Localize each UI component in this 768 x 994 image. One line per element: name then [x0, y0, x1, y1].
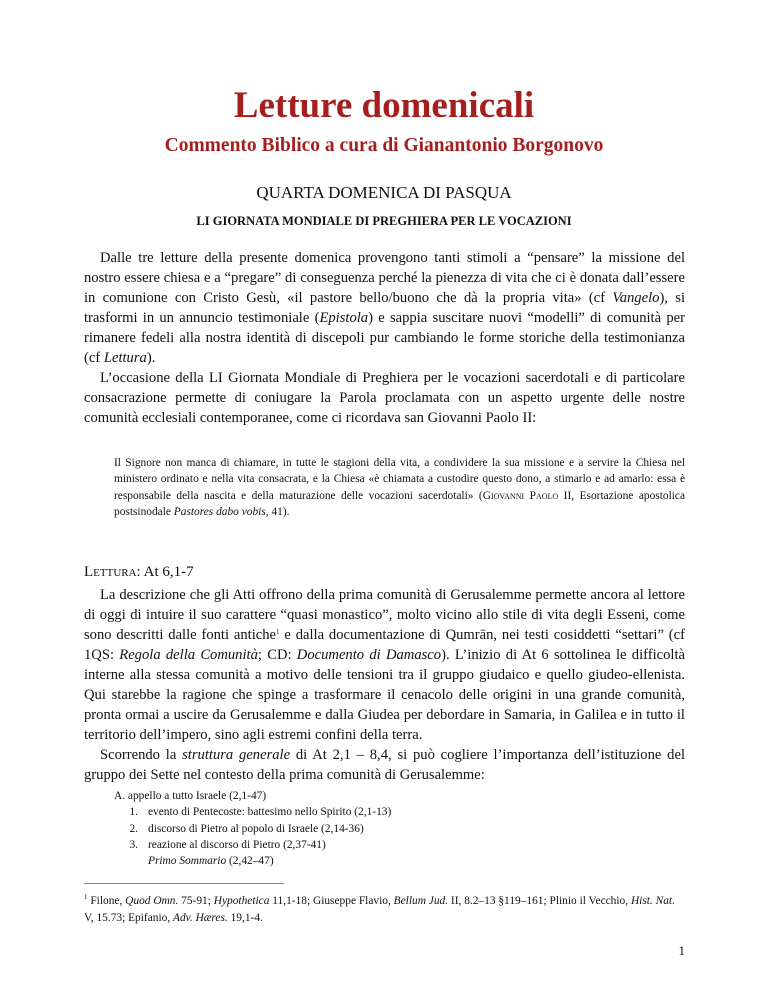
footnote-marker[interactable]: 1 [276, 628, 280, 636]
subsection-heading: LI GIORNATA MONDIALE DI PREGHIERA PER LE VOCAZIONI [196, 214, 572, 228]
outline-summary: Primo Sommario (2,42–47) [148, 855, 274, 868]
document-title: Letture domenicali [233, 85, 535, 126]
footnote: $^1$ Filone, Quod Omn. 75-91; Hypothetica 11,1-18; Giuseppe Flavio, Bellum Jud. II, 8.2–13 §119–161; Plinio il Vecchio, Hist. Nat. V, 15.73; Epifanio, Adv. Hæres. 19,1-4. [84, 893, 675, 924]
lettura-text [84, 585, 685, 785]
intro-paragraph-1: Dalle tre letture della presente domenica provengono tanti stimoli a “pensare” la missione del nostro essere chiesa e a “pregare” di conseguenza perché la pienezza di vita che ci è donata dall’essere in comunione con Cristo Gesù, «il pastore bello/buono che dà la propria vita» (cf Vangelo), si trasformi in un annuncio testimoniale (Epistola) e sappia suscitare nuovi “modelli” di comunità per rimanere fedeli alla nostra identità di discepoli pur cambiando le forme storiche della testimonianza (cf Lettura). [84, 250, 685, 366]
document-subtitle: Commento Biblico a cura di Gianantonio Borgonovo [164, 135, 604, 156]
intro-text [84, 248, 685, 428]
lettura-heading: Lettura: At 6,1-7 [84, 564, 194, 580]
outline-heading: A. appello a tutto Israele (2,1-47) [114, 790, 267, 802]
lettura-paragraph-2: Scorrendo la struttura generale di At 2,1 – 8,4, si può cogliere l’importanza dell’istituzione del gruppo dei Sette nel contesto della prima comunità di Gerusalemme: [84, 747, 685, 783]
structure-outline [114, 788, 634, 869]
outline-item: 2. discorso di Pietro al popolo di Israele (2,14-36) [129, 822, 364, 835]
footnote-separator [84, 883, 284, 884]
page-number: 1 [678, 943, 685, 958]
block-quote: Il Signore non manca di chiamare, in tutte le stagioni della vita, a condividere la sua missione e a servire la Chiesa nel ministero ordinato e nella vita consacrata, e la Chiesa «è chiamata a custodire questo dono, a stimarlo e ad amarlo: essa è responsabile della nascita e della maturazione delle vocazioni sacerdotali» (Giovanni Paolo II, Esortazione apostolica postsinodale Pastores dabo vobis, 41). [114, 457, 686, 518]
outline-item: 1. evento di Pentecoste: battesimo nello Spirito (2,1-13) [129, 806, 392, 819]
lettura-paragraph-1: La descrizione che gli Atti offrono della prima comunità di Gerusalemme permette ancora al lettore di oggi di intuire il suo carattere “quasi monastico”, molto vicino allo stile di vita degli Esseni, come sono descritti dalle fonti antiche$^1$ e dalla documentazione di Qumrān, nei testi cosiddetti “settari” (cf 1QS: Regola della Comunità; CD: Documento di Damasco). L’inizio di At 6 sottolinea le difficoltà interne alla stessa comunità a motivo delle tensioni tra il gruppo giudaico e quello giudeo-ellenista. Qui starebbe la ragione che spinge a trasformare il cenacolo delle origini in una grande comunità, pronta ormai a uscire da Gerusalemme e dalla Giudea per debordare in Samaria, in Galilea e in tutto il territorio dell’impero, sino agli estremi confini della terra. [84, 587, 686, 743]
outline-item: 3. reazione al discorso di Pietro (2,37-41) [129, 838, 326, 851]
section-heading: QUARTA DOMENICA DI PASQUA [256, 183, 512, 202]
intro-paragraph-2: L’occasione della LI Giornata Mondiale di Preghiera per le vocazioni sacerdotali e di particolare consacrazione permette di coniugare la Parola proclamata con un aspetto urgente delle nostre comunità ecclesiali contemporanee, come ci ricordava san Giovanni Paolo II: [84, 370, 685, 426]
